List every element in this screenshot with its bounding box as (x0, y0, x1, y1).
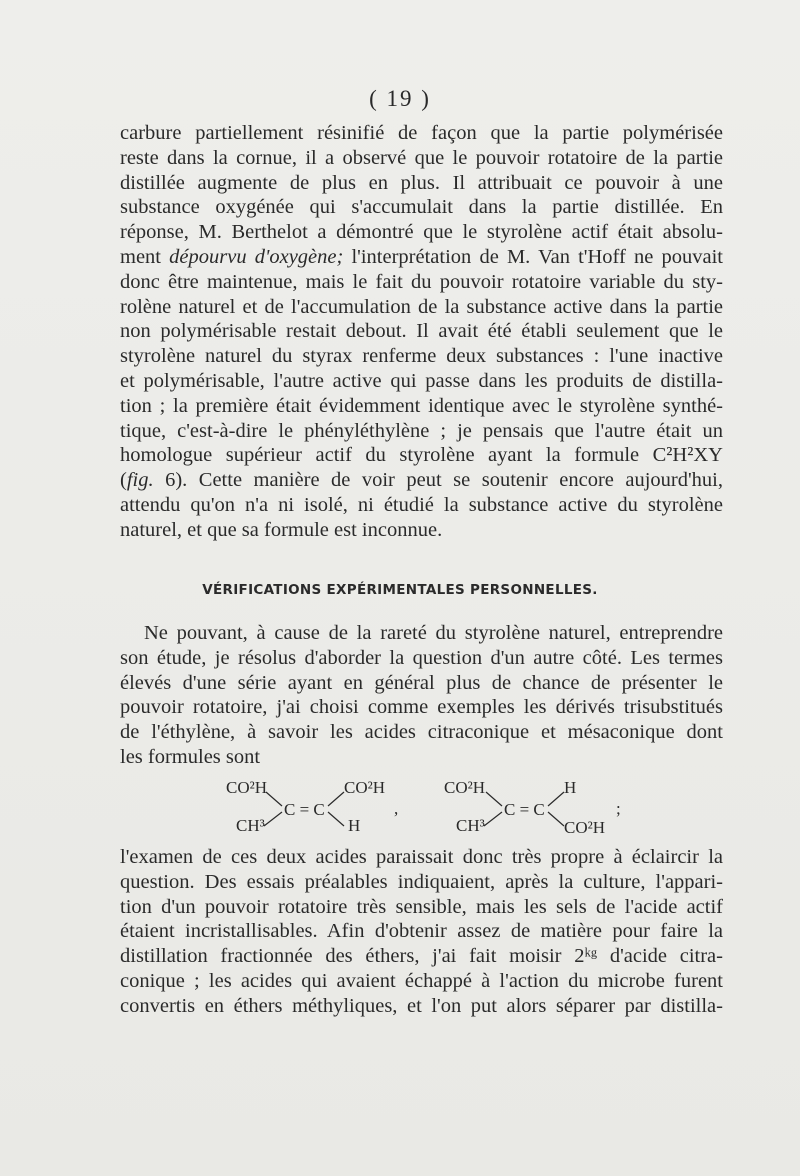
text-line: son étude, je résolus d'aborder la question d'un autre côté. Les termes (120, 646, 723, 669)
bond-line (328, 812, 344, 826)
text-line: élevés d'une série ayant en général plus de chance de présenter le (120, 671, 723, 694)
formula-diagram (220, 776, 640, 840)
bond-line (548, 792, 564, 806)
text-line: reste dans la cornue, il a observé que le pouvoir rotatoire de la partie (120, 146, 723, 169)
text-fragment: ment (120, 245, 170, 268)
figure-reference: fig. (126, 469, 154, 492)
text-line: naturel, et que sa formule est inconnue. (120, 518, 443, 541)
text-line: Ne pouvant, à cause de la rareté du styrolène naturel, entreprendre (144, 622, 723, 644)
text-line (120, 468, 723, 493)
bond-line (266, 792, 282, 806)
co2h-label: CO²H (564, 818, 605, 837)
h-label: H (564, 778, 577, 797)
text-line: donc être maintenue, mais le fait du pouvoir rotatoire variable du sty- (120, 270, 723, 293)
chemical-formulas (220, 776, 640, 840)
text-line: pouvoir rotatoire, j'ai choisi comme exemples les dérivés trisubstitués (120, 696, 723, 719)
bond-line (328, 792, 344, 806)
section-heading: VÉRIFICATIONS EXPÉRIMENTALES PERSONNELLES. (202, 582, 598, 598)
mesaconic-acid-formula (444, 778, 621, 837)
co2h-label: CO²H (226, 778, 267, 797)
ch3-label: CH³ (456, 816, 485, 835)
text-line: convertis en éthers méthyliques, et l'on put alors séparer par distilla- (120, 994, 723, 1017)
co2h-label: CO²H (344, 778, 385, 797)
text-line: conique ; les acides qui avaient échappé à l'action du microbe furent (120, 969, 723, 992)
text-line: carbure partiellement résinifié de façon que la partie polymérisée (120, 122, 723, 144)
h-label: H (348, 816, 361, 835)
text-line: substance oxygénée qui s'accumulait dans la partie distillée. En (120, 196, 723, 219)
text-line: tique, c'est-à-dire le phényléthylène ; je pensais que l'autre était un (120, 419, 723, 442)
co2h-label: CO²H (444, 778, 485, 797)
semicolon-separator: ; (616, 799, 621, 818)
double-bond-label: C = C (504, 800, 545, 819)
text-line (120, 245, 723, 270)
text-line: l'examen de ces deux acides paraissait donc très propre à éclaircir la (120, 846, 723, 868)
text-line: styrolène naturel du styrax renferme deux substances : l'une inactive (120, 345, 723, 368)
text-line: rolène naturel et de l'accumulation de la substance active dans la partie (120, 295, 723, 318)
text-line: les formules sont (120, 745, 261, 768)
text-line: distillée augmente de plus en plus. Il attribuait ce pouvoir à une (120, 171, 723, 194)
bond-line (264, 812, 282, 826)
text-line: étaient incristallisables. Afin d'obtenir assez de matière pour faire la (120, 920, 723, 943)
ch3-label: CH³ (236, 816, 265, 835)
text-line: non polymérisable restait debout. Il avait été établi seulement que le (120, 320, 723, 343)
text-line: réponse, M. Berthelot a démontré que le styrolène actif était absolu- (120, 221, 723, 244)
page-number: ( 19 ) (369, 86, 431, 111)
text-line: distillation fractionnée des éthers, j'ai fait moisir 2ᵏᵍ d'acide citra- (120, 945, 723, 968)
text-line: question. Des essais préalables indiquaient, après la culture, l'appari- (120, 870, 723, 893)
citraconic-acid-formula (226, 778, 398, 835)
text-fragment: l'interprétation de M. Van t'Hoff ne pouvait (343, 245, 723, 268)
double-bond-label: C = C (284, 800, 325, 819)
text-line: tion ; la première était évidemment identique avec le styrolène synthé- (120, 394, 723, 417)
text-line: attendu qu'on n'a ni isolé, ni étudié la substance active du styrolène (120, 493, 723, 516)
paragraph-1 (120, 121, 723, 543)
paragraph-3 (120, 845, 723, 1019)
text-line: de l'éthylène, à savoir les acides citraconique et mésaconique dont (120, 721, 723, 744)
text-fragment: 6). Cette manière de voir peut se soutenir encore aujourd'hui, (153, 469, 723, 492)
comma-separator: , (394, 799, 399, 818)
text-line: homologue supérieur actif du styrolène ayant la formule C²H²XY (120, 444, 723, 467)
paragraph-2 (120, 621, 723, 770)
bond-line (484, 812, 502, 826)
italic-phrase: dépourvu d'oxygène; (169, 245, 344, 268)
text-line: et polymérisable, l'autre active qui passe dans les produits de distilla- (120, 369, 723, 392)
bond-line (486, 792, 502, 806)
bond-line (548, 812, 564, 826)
text-line: tion d'un pouvoir rotatoire très sensible, mais les sels de l'acide actif (120, 895, 723, 918)
text-fragment: ( (120, 469, 127, 492)
